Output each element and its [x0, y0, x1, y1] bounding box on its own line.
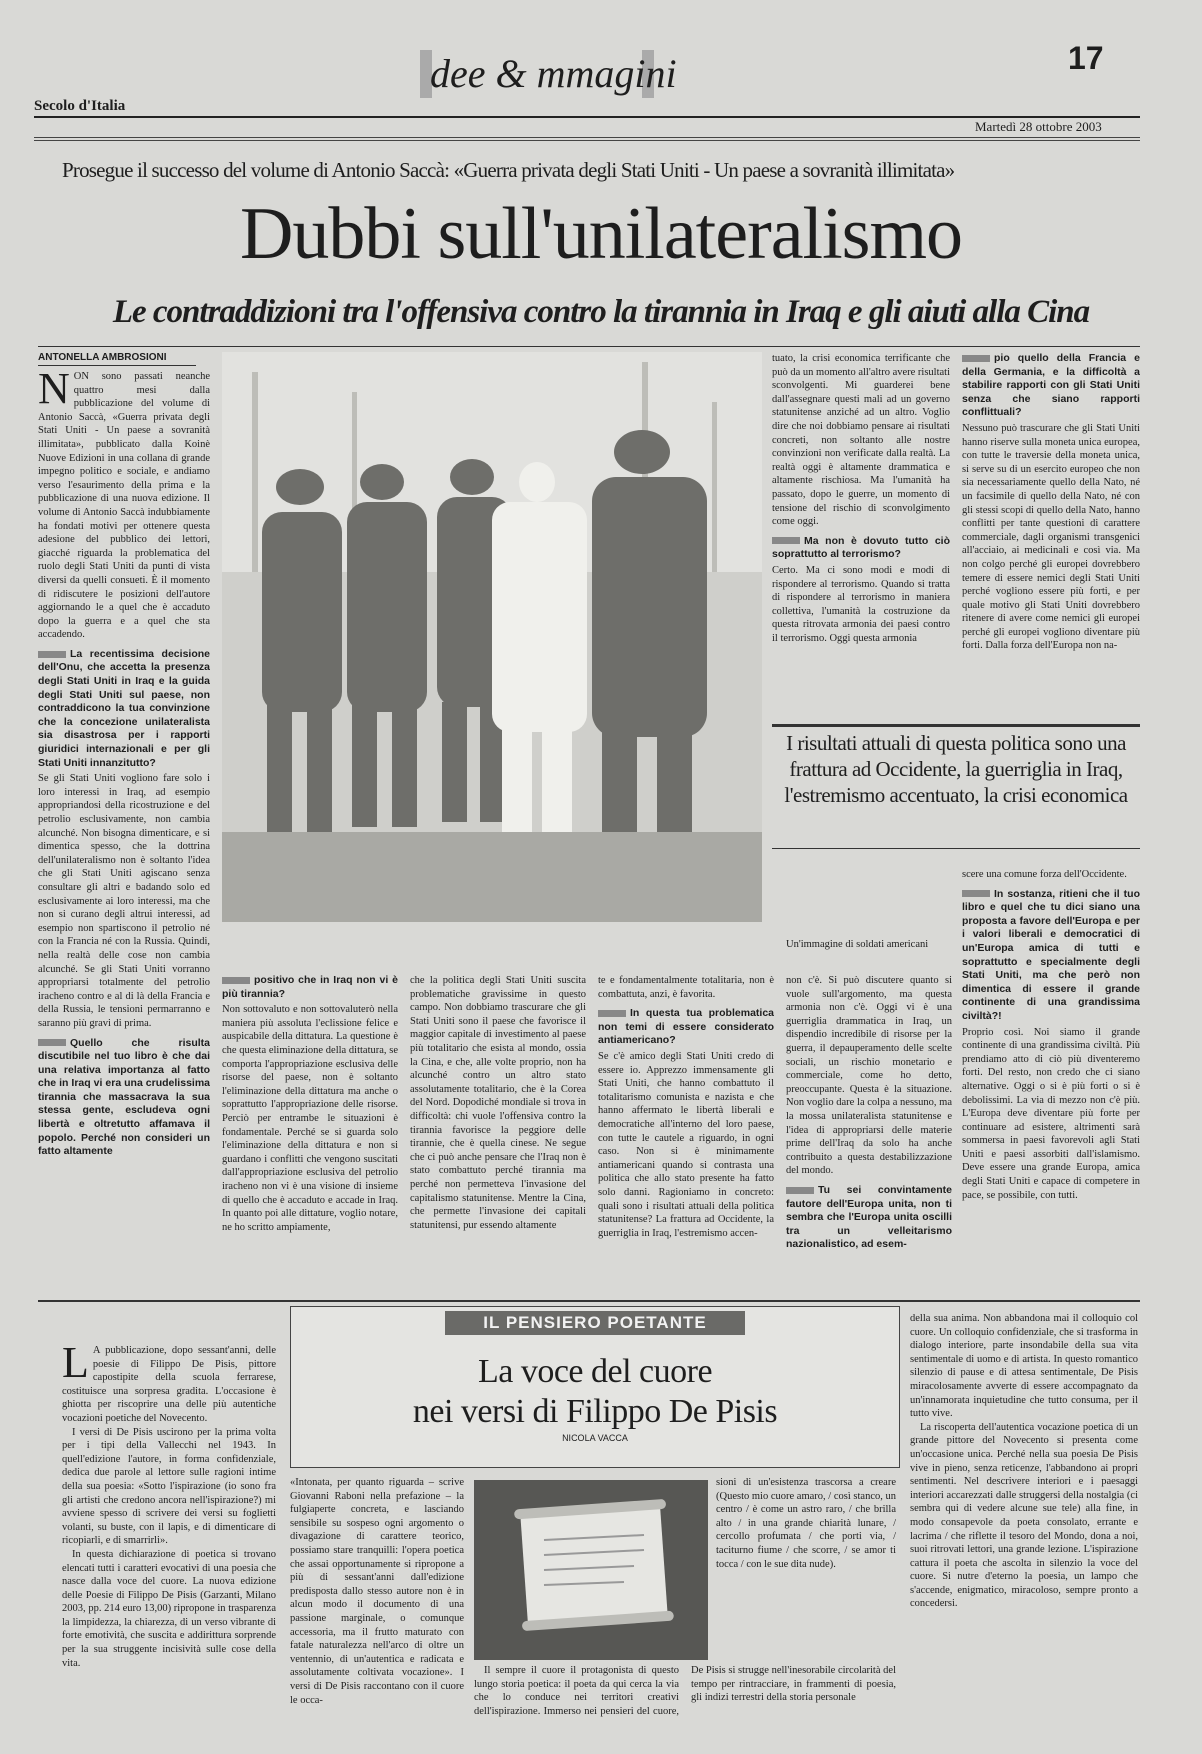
dropcap: L [62, 1344, 89, 1387]
paragraph: I versi di De Pisis uscirono per la prima volta per i tipi della Vallecchi nel 1943. In quell'edizione l'autore, in forma confidenziale, dedica due parole al lettore sulle ragioni intime della sua poesia: «Sotto l'ispirazione (io sono fra gli artisti che credono ancora nell'ispirazione?) mi avviene spesso di scrivere dei versi su foglietti volanti, su buste, con il lapis, e di dimenticare di ricopiarli, e di smarrirli». [62, 1426, 276, 1547]
section-title-text: dee & mmagini [430, 51, 677, 96]
box-col-2: «Intonata, per quanto riguarda – scrive Giovanni Raboni nella prefazione – la fulgiaperte concreta, e lasciando sensibile su sospeso ogni argomento o divagazione di carattere teorico, possiamo stare tranquilli: l'opera poetica che assai opportunamente si ripropone a più di sessant'anni dall'edizione predisposta dallo stesso autore non è in alcun modo il documento di una passione marginale, o comunque accessoria, ma il frutto maturato con fatale naturalezza nell'arco di oltre un ventennio, di un'autentica e radicata e assolutamente coltivata vocazione». I versi di De Pisis raccontano con il cuore le occa- [290, 1477, 464, 1706]
article-title: Dubbi sull'unilateralismo [239, 193, 963, 275]
answer: Nessuno può trascurare che gli Stati Uniti hanno riserve sulla moneta unica europea, con tutte le traversie della moneta unica, si serve su di un esercito europeo che non sia necessariamente quello della Nato, né un facsimile di quello della Nato, né con gli stessi scopi di quello della Nato, hanno conflitti per tante questioni di carattere commerciale, dagli organismi transgenici all'acciaio, ai medicinali e così via. Ma non colgo perché gli europei dovrebbero temere di essere nemici degli Stati Uniti perché vogliono essere più forti, e per quale motivo gli Stati Uniti dovrebbero ritenere di avere come nemici gli europei perché gli europei vogliono diventare più forti. Dalla forza dell'Europa non na- [962, 422, 1140, 652]
scroll-image [474, 1480, 708, 1660]
article-col-2-bottom [222, 974, 398, 1286]
issue-date: Martedì 28 ottobre 2003 [975, 119, 1102, 134]
article-col-3-bottom [410, 974, 586, 1286]
article-col-1: NON sono passati neanche quattro mesi dalla pubblicazione del volume di Antonio Saccà, «Guerra privata degli Stati Uniti - Un paese a sovranità illimitata», pubblicato dalla Koinè Nuove Edizioni in una collana di grande impegno politico e sociale, e andiamo verso l'esaurimento della prima e la pubblicazione di una nuova edizione. Il volume di Antonio Saccà indubbiamente ha fondati motivi per ottenere questa adesione del pubblico dei lettori, giacché riguarda la problematica del ruolo degli Stati Uniti da punti di vista diversi da quelli consueti. È il momento di ridiscutere le posizioni dell'autore aggiornando le a quel che è accaduto dopo la guerra e a quel che sta accadendo. La recentissima decisione dell'Onu, che accetta la presenza degli Stati Uniti in Iraq e la guida degli Stati Uniti sul paese, non contraddicono la tua convinzione che la concezione unilateralista sia disastrosa per i rapporti giuridici internazionali e per gli Stati Uniti innanzitutto? Se gli Stati Uniti vogliono fare solo i loro interessi in Iraq, ad esempio appropriandosi della ricostruzione e del petrolio esclusivamente, non cambia alcunché. Non bisogna dimenticare, e si dimentica spesso, che la dottrina dell'unilateralismo non è soltanto l'idea che gli Stati Uniti agiscano senza consultare gli altri e badando solo ed esclusivamente ai loro interessi, ma che non si curano degli altrui interessi, ad esempio non spartiscono il petrolio né con la Francia né con la Russia. Quindi, nella realtà delle cose non cambia alcunché. Se gli Stati Uniti vorranno appropriarsi totalmente del petrolio iracheno contro e al di là della Francia e della Russia, le tensioni permarranno e saranno più gravi di prima. Quello che risulta discutibile nel tuo libro è che dai una relativa importanza al fatto che in Iraq vi era una crudelissima tirannia che massacrava la sua stessa gente, escludeva ogni libertà e oltretutto affamava il popolo. Perché non consideri un fatto altamente [38, 370, 210, 1158]
pull-quote-rule-top [772, 724, 1140, 727]
paragraph: La riscoperta dell'autentica vocazione poetica di un grande pittore del Novecento si presenta come un'occasione unica. Perché nella sua poesia De Pisis vive in pieno, senza reticenze, l'abbandono ai propri sentimenti. Nel descrivere interiori e i paesaggi interiori accarezzati dalle struggersi della nostalgia (ci sembra qui di vedere alcune sue tele) alla fine, in modo consapevole da poeta consolato, errante e lacrima / che riflette il tesoro del Mondo, dona a noi, suoi ritrovati lettori, una grande lezione. L'ispirazione cattura il poeta che ascolta in silenzio la voce del cuore. Si nutre d'eterno la poesia, un lampo che s'accende, enigmatico, miracoloso, sempre pronto a concedersi. [910, 1421, 1138, 1610]
box-col-3-bottom [474, 1664, 896, 1748]
question: Tu sei convintamente fautore dell'Europa unita, non ti sembra che l'Europa unita oscilli tra un velleitarismo nazionalistico, ad esem- [786, 1183, 952, 1251]
article-col-6-top [962, 352, 1140, 710]
article-subtitle: Le contraddizioni tra l'offensiva contro la tirannia in Iraq e gli aiuti alla Cina [112, 294, 1090, 330]
subtitle-rule [38, 346, 1140, 347]
article-col-6-bottom [962, 868, 1140, 1288]
answer: non c'è. Si può discutere quanto si vuole sull'argomento, ma questa armonia non c'è. Oggi vi è una guerriglia drammatica in Iraq, un dispendio incredibile di risorse per la guerra, il depauperamento delle scelte sociali, un rischio monetario e commerciale, come ho detto, preoccupante. Questa è la situazione. Non voglio dare la colpa a nessuno, ma la mossa unilateralista statunitense e l'idea di appropriarsi delle materie prime dell'Iraq da solo ha anche contribuito a questa destabilizzazione del mondo. [786, 975, 952, 1177]
soldiers-photo-image [222, 352, 762, 922]
box-author: NICOLA VACCA [562, 1433, 628, 1443]
article-kicker: Prosegue il successo del volume di Antonio Saccà: «Guerra privata degli Stati Uniti - Un paese a sovranità illimitata» [62, 158, 955, 182]
article-col-5-top [772, 352, 950, 710]
question: In sostanza, ritieni che il tuo libro e quel che tu dici siano una proposta a favore dell'Europa e per i valori liberali e democratici di un'Europa amica di tutti e soprattutto e specialmente degli Stati Uniti, ma che però non dimentica di essere il grande continente di una grandissima civiltà?! [962, 887, 1140, 1022]
answer: Non sottovaluto e non sottovaluterò nella maniera più assoluta l'eclissione felice e auspicabile della dittatura. La questione è che questa eliminazione della dittatura, se comporta l'appropriazione esclusiva delle risorse del paese, non è soltanto l'eliminazione della dittatura ma anche o soprattutto l'appropriazione delle risorse. Perciò per entrambe le situazioni è fondamentale. Perché se si guarda solo l'eliminazione della dittatura e non si guardano i conflitti che vengono suscitati dall'appropriazione esclusiva del petrolio iracheno non vi è una visione di insieme di quello che è accaduto e accade in Iraq. In quanto poi alle dittature, voglio notare, ne ho scritto ampiamente, [222, 1004, 398, 1233]
scroll-illustration [474, 1480, 708, 1660]
box-header [290, 1306, 900, 1468]
article-col-5-bottom [786, 974, 952, 1286]
answer: tuato, la crisi economica terrificante che può da un momento all'altro avere risultati sconvolgenti. Mi guarderei bene dall'assegnare questi mali ad un governo statunitense anziché ad un altro. Voglio dire che noi dobbiamo pensare ai risultati concreti, non soltanto alle nostre convinzioni non verificate dalla realtà. La realtà oggi è altamente drammatica e altamente rischiosa. Ma l'umanità ha passato, dopo le guerre, un momento di tensione del rischio di sconvolgimento come oggi. [772, 353, 950, 528]
box-col-1: L A pubblicazione, dopo sessant'anni, delle poesie di Filippo De Pisis, pittore capostipite della scuola ferrarese, costituisce una sorpresa gradita. L'occasione è ghiotta per riscoprire una delle più autentiche vocazioni poetiche del Novecento. I versi di De Pisis uscirono per la prima volta per i tipi della Vallecchi nel 1943. In quell'edizione l'autore, in forma confidenziale, dedica due parole al lettore sulle ragioni intime della sua poesia: «Sotto l'ispirazione (io sono fra gli artisti che credono ancora nell'ispirazione?) mi avviene spesso di scrivere dei versi su foglietti volanti, su buste, con il lapis, e di dimenticare di ricopiarli, e di smarrirli». In questa dichiarazione di poetica si trovano elencati tutti i caratteri evocativi di una poesia che nasce dalla voce del cuore. La nuova edizione delle Poesie di Filippo De Pisis (Garzanti, Milano 2003, pp. 214 euro 13,00) ripropone in trasparenza la limpidezza, la chiarezza, di un verso vibrante di forte emotività, che suscita e addirittura sorprende per la sua struggente incisività sulle cose della vita. [62, 1344, 276, 1669]
question: Ma non è dovuto tutto ciò soprattutto al terrorismo? [772, 534, 950, 561]
paragraph: della sua anima. Non abbandona mai il colloquio col cuore. Un colloquio confidenziale, che si trasforma in dialogo interiore, parte insondabile della sua vita sentimentale di uomo e di artista. In questo romantico silenzio di pause e di attesa sentimentale, De Pisis miracolosamente avverte di essere accompagnato da un'innamorata inquietudine che tutto consuma, per il tutto vive. [910, 1313, 1138, 1420]
answer: Se c'è amico degli Stati Uniti credo di essere io. Apprezzo immensamente gli Stati Uniti, che hanno combattuto il totalitarismo comunista e nazista e che hanno affermato le libertà liberali e democratiche all'interno del loro paese, con tutte le cautele a riguardo, in ogni caso. Non si è minimamente antiamericani quando si contrasta una politica che allo stato presente ha fatto solo danni. Ragioniamo in concreto: quali sono i risultati attuali della politica statunitense? La frattura ad Occidente, la guerriglia in Iraq, l'estremismo accen- [598, 1050, 774, 1239]
box-col-3 [716, 1476, 896, 1660]
box-label: IL PENSIERO POETANTE [445, 1311, 745, 1335]
article-col-4-bottom [598, 974, 774, 1286]
question: In questa tua problematica non temi di essere considerato antiamericano? [598, 1007, 774, 1047]
question-tail: pio quello della Francia e della Germania, e la difficoltà a stabilire rapporti con gli Stati Uniti senza che siano rapporti conflittuali? [962, 352, 1140, 419]
header-rule-2 [34, 137, 1140, 141]
page-number: 17 [1068, 40, 1104, 76]
answer: te e fondamentalmente totalitaria, non è combattuta, anzi, è favorita. [598, 975, 774, 1000]
answer: Proprio così. Noi siamo il grande continente di una grandissima civiltà. Più prendiamo atto di ciò più diventeremo forti. Del resto, non credo che ci siano alternative. Oggi o si è più forti o si è debolissimi. La via di mezzo non c'è più. L'Europa deve diventare più forte per continuare ad esistere, altrimenti sarà sommersa in paesi favorevoli agli Stati Uniti e paesi assorbiti dall'islamismo. Deve essere una grande Europa, amica degli Stati Uniti e capace di competere in pace, se possibile, con tutti. [962, 1026, 1140, 1201]
pull-quote: I risultati attuali di questa politica sono una frattura ad Occidente, la guerriglia in Iraq, l'estremismo accentuato, la crisi economica [784, 731, 1128, 807]
answer: Se gli Stati Uniti vogliono fare solo i loro interessi in Iraq, ad esempio appropriandosi della ricostruzione e del petrolio esclusivamente, non cambia alcunché. Non bisogna dimenticare, e si dimentica spesso, che la dottrina dell'unilateralismo non è soltanto l'idea che gli Stati Uniti agiscano senza consultare gli altri e badando solo ed esclusivamente ai loro interessi, ma che non si curano degli altrui interessi, ad esempio non spartiscono il petrolio né con la Francia né con la Russia. Quindi, nella realtà delle cose non cambia alcunché. Se gli Stati Uniti vorranno appropriarsi totalmente del petrolio iracheno contro e al di là della Francia e della Russia, le tensioni permarranno e saranno più gravi di prima. [38, 773, 210, 1029]
answer: che la politica degli Stati Uniti suscita problematiche gravissime in questo campo. Non dobbiamo trascurare che gli Stati Uniti sono il paese che favorisce il maggior capitale di investimento al paese più totalitario che esista al mondo, ossia la Cina, e che, alle volte proprio, non ha alcunché contro un altro stato assolutamente totalitario, che è la Corea del Nord. Dopodiché mondiale si trova in difficoltà: chi vuole l'offensiva contro la tirannia favorisce la peggiore delle tirannie, che è quella cinese. Ne segue che ci può anche pensare che l'Iraq non è stato combattuto perché tirannia ma perché non permetteva l'invasione del capitalismo statunitense. Mentre la Cina, che permette l'invasione dei capitali statunitensi, pur essendo altamente [410, 975, 586, 1231]
newspaper-name: Secolo d'Italia [34, 98, 126, 114]
question: Quello che risulta discutibile nel tuo libro è che dai una relativa importanza al fatto che in Iraq vi era una crudelissima tirannia che massacrava la sua stessa gente, escludeva ogni libertà e oltretutto affamava il popolo. Perché non consideri un fatto altamente [38, 1036, 210, 1158]
author-byline: ANTONELLA AMBROSIONI [38, 352, 196, 366]
dropcap: N [38, 370, 70, 413]
header-rule [34, 116, 1140, 118]
paragraph: sioni di un'esistenza trascorsa a creare (Questo mio cuore amaro, / così stanco, un centro / è come un astro raro, / che brilla alto / in una grande chiarità lunare, / cercollo profumata / che porti via, / taciturno fiume / che scorre, / se amor ti tocca / con le sue dita nude). [716, 1477, 896, 1570]
soldiers-photo [222, 352, 762, 922]
answer: scere una comune forza dell'Occidente. [962, 869, 1127, 880]
section-title [420, 28, 760, 108]
box-title-line-1: La voce del cuore [477, 1353, 713, 1390]
answer: Certo. Ma ci sono modi e modi di rispondere al terrorismo. Quando si tratta di rispondere al terrorismo in maniera collettiva, l'umanità la costruzione da questa ritrovata armonia dei paesi contro il terrorismo. Oggi questa armonia [772, 564, 950, 644]
box-title-line-2: nei versi di Filippo De Pisis [412, 1393, 778, 1430]
question: La recentissima decisione dell'Onu, che accetta la presenza degli Stati Uniti in Iraq e la guida degli Stati Uniti sul paese, non contraddicono la tua convinzione che la concezione unilateralista sia disastrosa per i rapporti giuridici internazionali e per gli Stati Uniti innanzitutto? [38, 647, 210, 769]
paragraph: In questa dichiarazione di poetica si trovano elencati tutti i caratteri evocativi di una poesia che nasce dalla voce del cuore. La nuova edizione delle Poesie di Filippo De Pisis (Garzanti, Milano 2003, pp. 214 euro 13,00) ripropone in trasparenza la limpidezza, la chiarezza, di un verso vibrante di forte emotività, che suscita e addirittura sorprende per la sua struggente incisività sulle cose della vita. [62, 1548, 276, 1669]
question-tail: positivo che in Iraq non vi è più tirannia? [222, 974, 398, 1000]
pull-quote-rule-bottom [772, 848, 1140, 849]
photo-caption: Un'immagine di soldati americani [786, 939, 929, 950]
section-divider [38, 1300, 1140, 1302]
box-col-4 [910, 1312, 1138, 1748]
paragraph: Il sempre il cuore il protagonista di questo lungo storia poetica: il poeta da qui cerca la via che lo conduce nei territori creativi dell'ispirazione. Immerso nei pensieri del cuore, De Pisis si strugge nell'inesorabile circolarità del tempo per rintracciare, in frammenti di poesia, gli indizi terrestri della storia personale [474, 1665, 896, 1717]
